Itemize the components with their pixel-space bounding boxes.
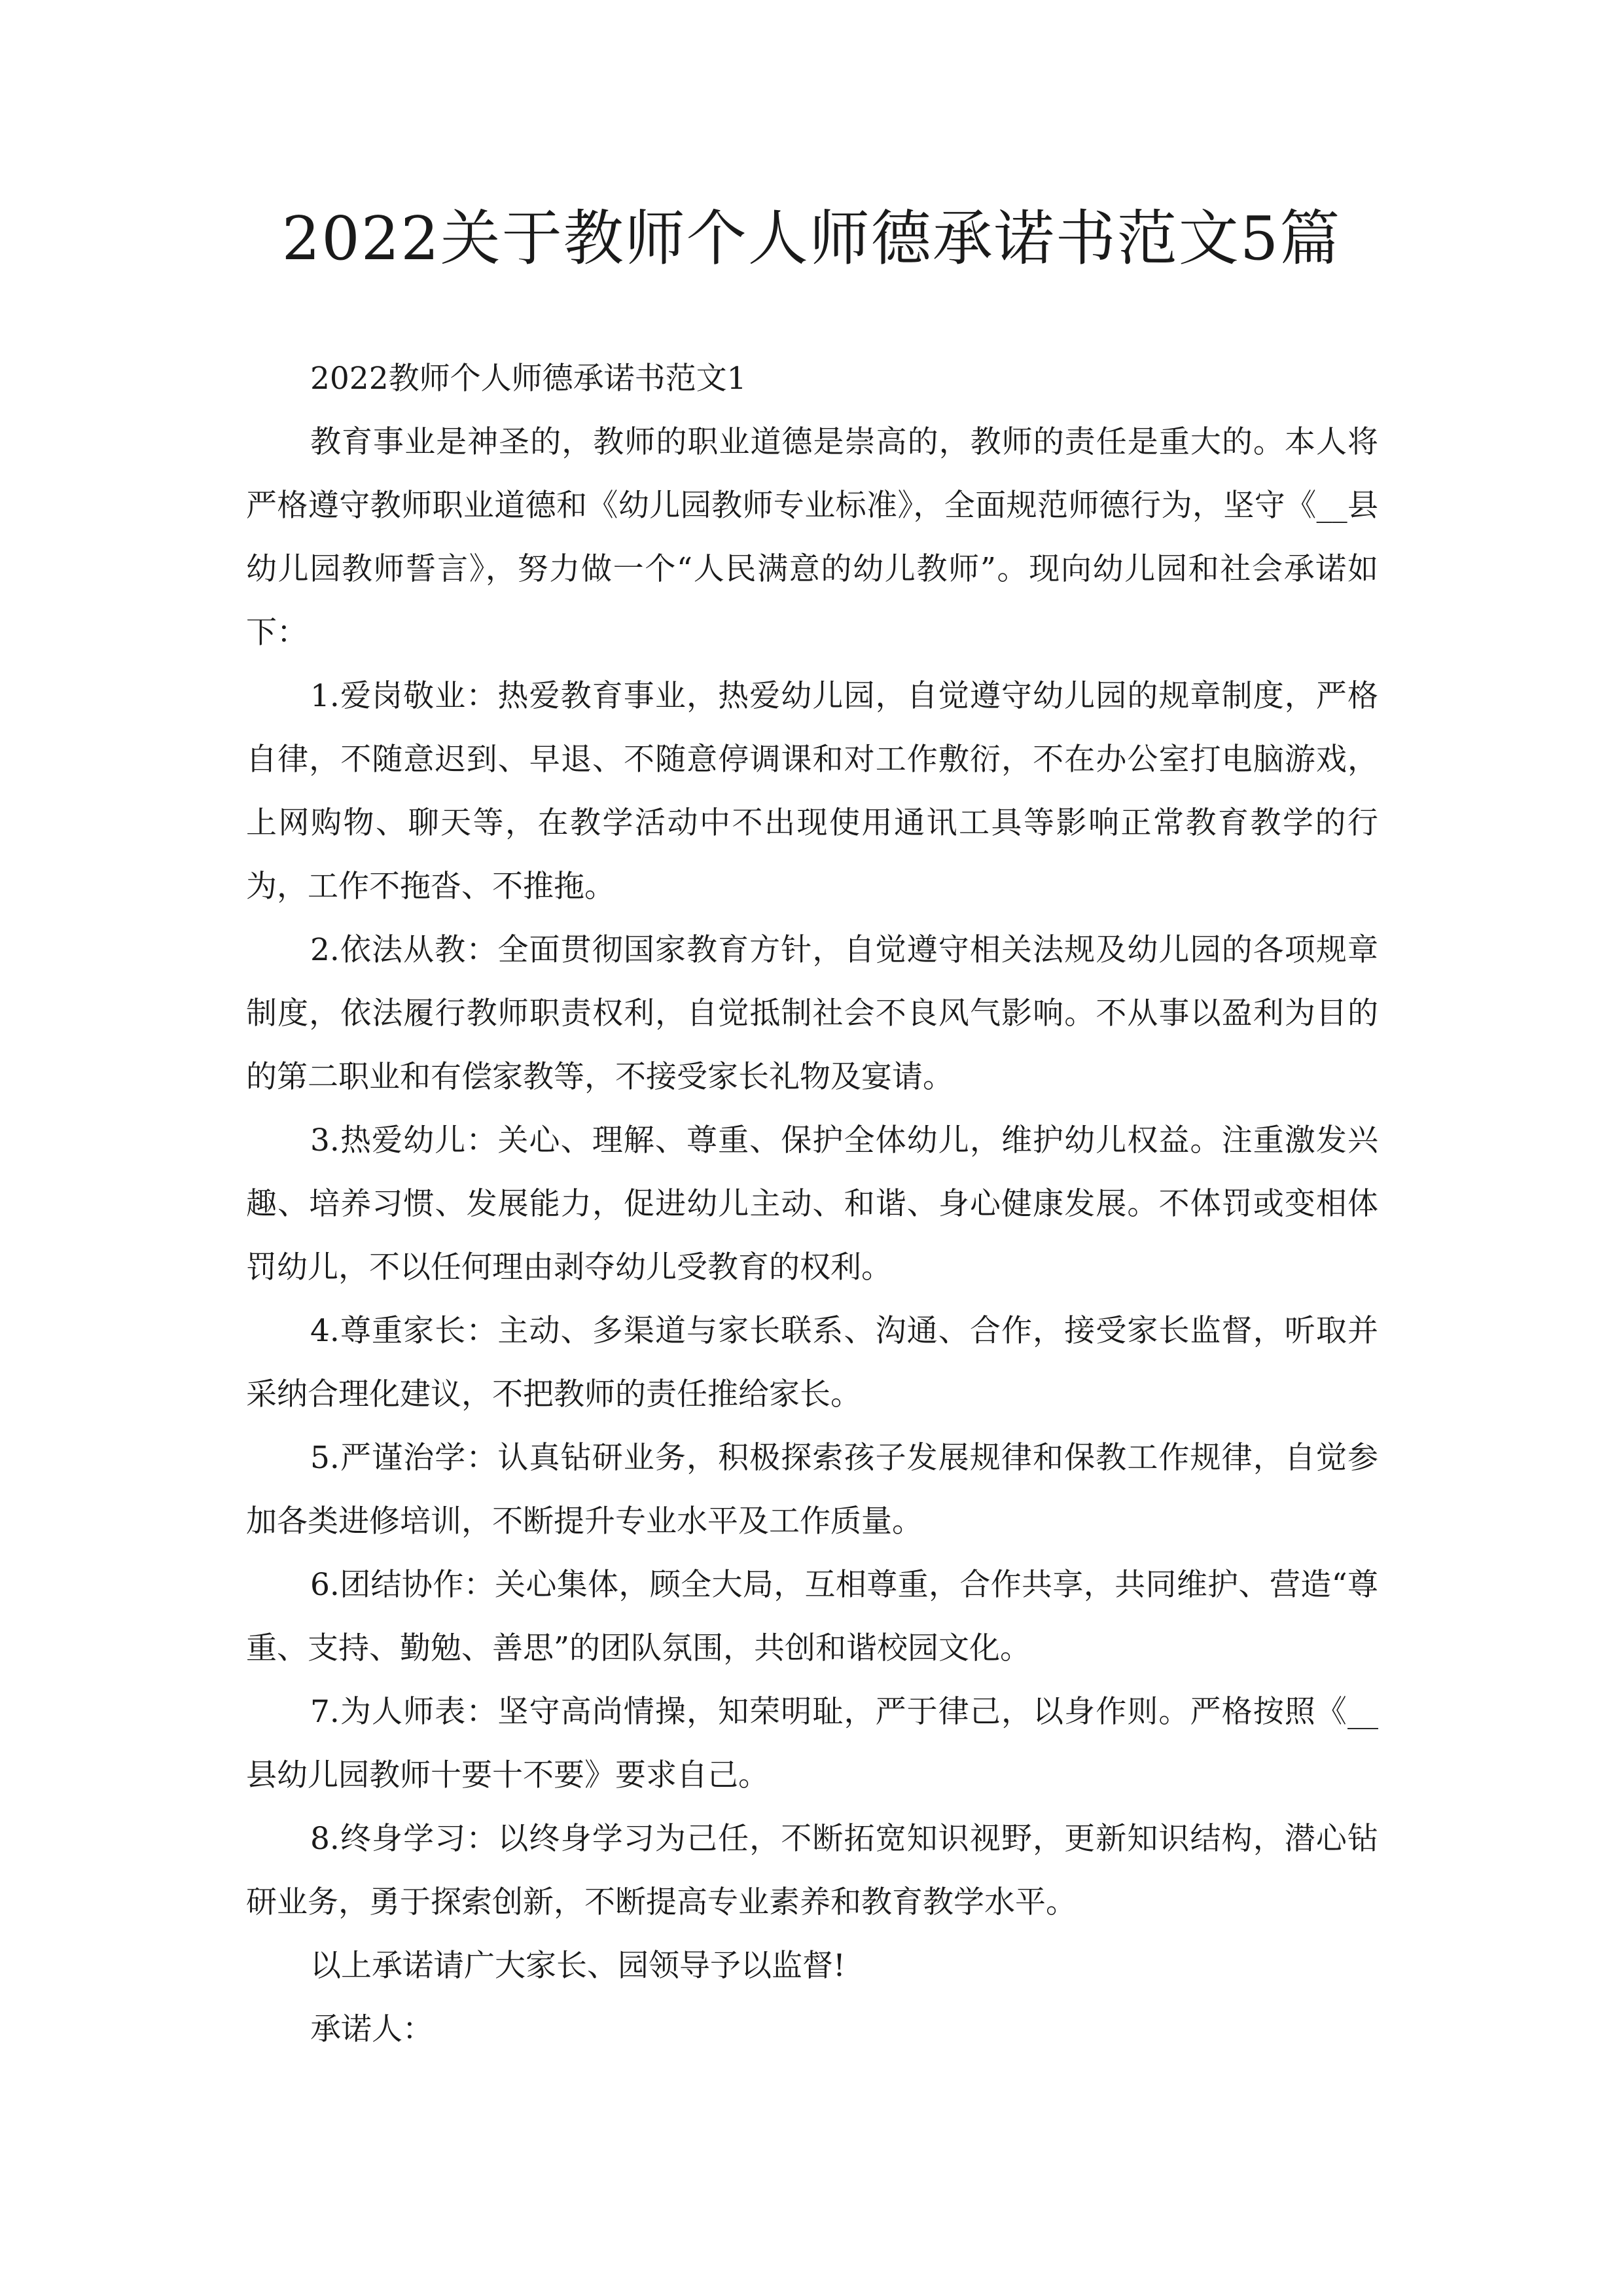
pledge-item-3: 3.热爱幼儿：关心、理解、尊重、保护全体幼儿，维护幼儿权益。注重激发兴趣、培养习惯、发展能力，促进幼儿主动、和谐、身心健康发展。不体罚或变相体罚幼儿，不以任何理由剥夺幼儿受教育的权利。	[246, 1122, 1378, 1285]
closing-paragraph: 以上承诺请广大家长、园领导予以监督!	[310, 1948, 846, 1984]
section-heading: 2022教师个人师德承诺书范文1	[310, 361, 747, 397]
pledge-item-5: 5.严谨治学：认真钻研业务，积极探索孩子发展规律和保教工作规律，自觉参加各类进修培训，不断提升专业水平及工作质量。	[246, 1440, 1378, 1539]
pledge-item-2: 2.依法从教：全面贯彻国家教育方针，自觉遵守相关法规及幼儿园的各项规章制度，依法履行教师职责权利，自觉抵制社会不良风气影响。不从事以盈利为目的的第二职业和有偿家教等，不接受家长礼物及宴请。	[246, 932, 1378, 1095]
pledge-item-7: 7.为人师表：坚守高尚情操，知荣明耻，严于律己，以身作则。严格按照《__县幼儿园教师十要十不要》要求自己。	[246, 1694, 1378, 1793]
pledge-item-1: 1.爱岗敬业：热爱教育事业，热爱幼儿园，自觉遵守幼儿园的规章制度，严格自律，不随意迟到、早退、不随意停调课和对工作敷衍，不在办公室打电脑游戏，上网购物、聊天等，在教学活动中不出现使用通讯工具等影响正常教育教学的行为，工作不拖沓、不推拖。	[246, 678, 1378, 905]
document-title: 2022关于教师个人师德承诺书范文5篇	[281, 204, 1342, 274]
pledge-item-8: 8.终身学习：以终身学习为己任，不断拓宽知识视野，更新知识结构，潜心钻研业务，勇于探索创新，不断提高专业素养和教育教学水平。	[246, 1821, 1378, 1920]
document-body	[246, 347, 1378, 2061]
pledge-item-6: 6.团结协作：关心集体，顾全大局，互相尊重，合作共享，共同维护、营造“尊重、支持、勤勉、善思”的团队氛围，共创和谐校园文化。	[246, 1567, 1378, 1666]
pledge-item-4: 4.尊重家长：主动、多渠道与家长联系、沟通、合作，接受家长监督，听取并采纳合理化建议，不把教师的责任推给家长。	[246, 1313, 1378, 1412]
signature-line: 承诺人：	[310, 2011, 433, 2047]
intro-paragraph: 教育事业是神圣的，教师的职业道德是崇高的，教师的责任是重大的。本人将严格遵守教师职业道德和《幼儿园教师专业标准》，全面规范师德行为，坚守《__县幼儿园教师誓言》，努力做一个“人民满意的幼儿教师”。现向幼儿园和社会承诺如下：	[246, 424, 1378, 651]
